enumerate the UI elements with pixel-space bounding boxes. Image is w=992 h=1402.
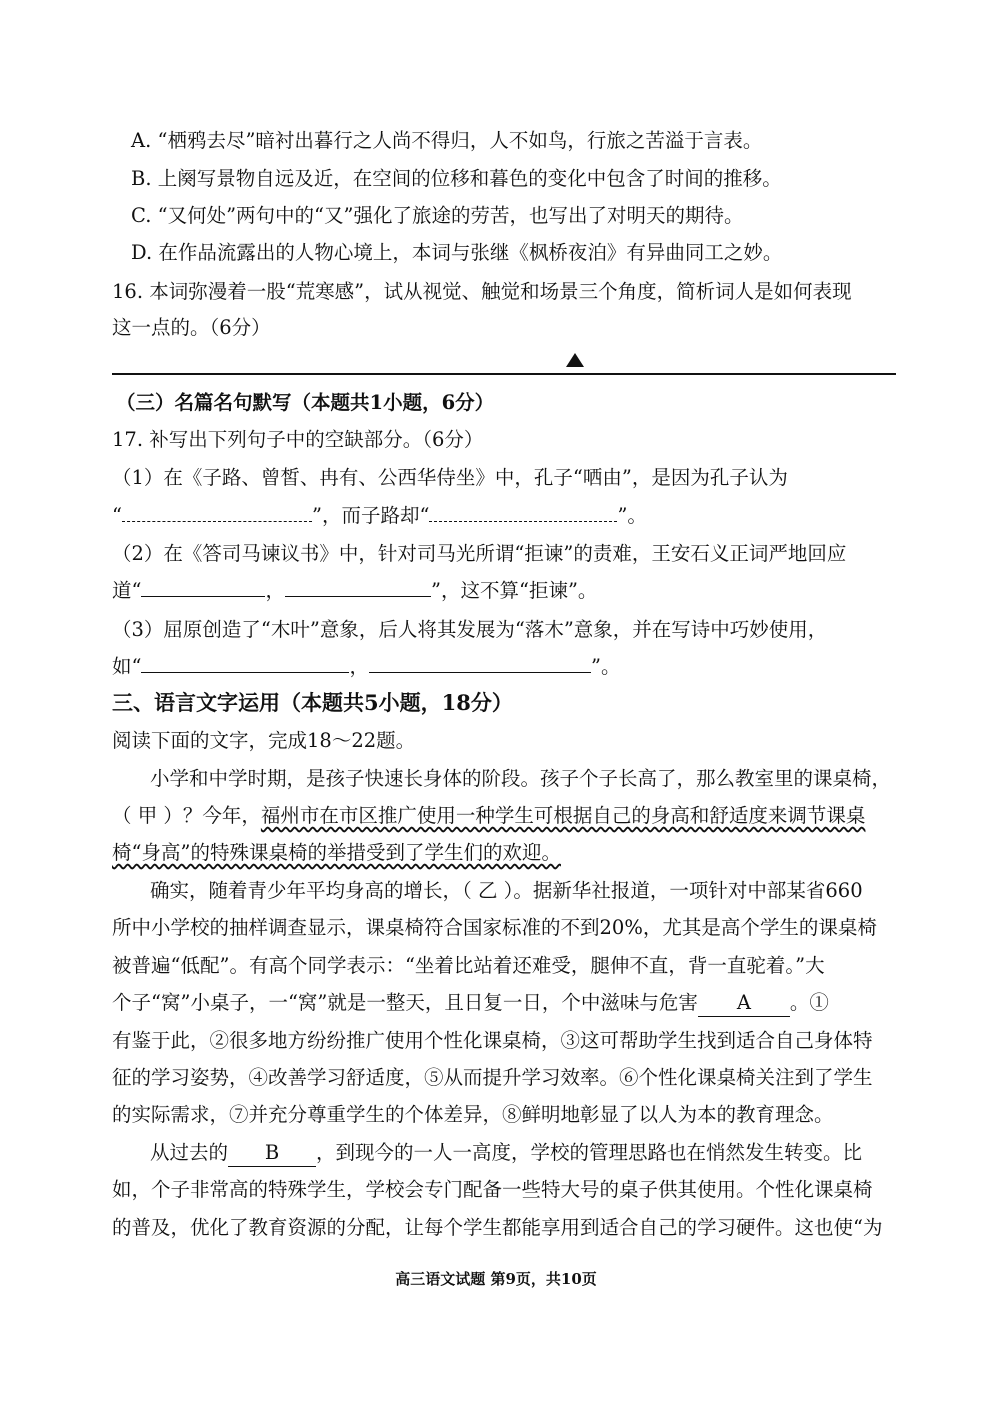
para3-line2: 如，个子非常高的特殊学生，学校会专门配备一些特大号的桌子供其使用。个性化课桌椅 xyxy=(112,1178,873,1201)
answer-rule xyxy=(112,373,896,375)
reading-instruction: 阅读下面的文字，完成18～22题。 xyxy=(112,729,416,752)
underlined-sentence-part1: 福州市在市区推广使用一种学生可根据自己的身高和舒适度来调节课桌 xyxy=(260,804,866,827)
para1-line3 xyxy=(112,840,561,866)
para2-line4: 个子“窝”小桌子，一“窝”就是一整天，且日复一日，个中滋味与危害 A 。① xyxy=(112,990,829,1017)
para3-line1: 从过去的 B ，到现今的一人一高度，学校的管理思路也在悄然发生转变。比 xyxy=(150,1140,862,1167)
section-heading-3: （三）名篇名句默写（本题共1小题，6分） xyxy=(116,391,495,414)
q17-part1-line2: “ ”，而子路却“ ”。 xyxy=(112,504,647,527)
fill-blank-4[interactable] xyxy=(285,578,431,597)
fill-blank-1[interactable] xyxy=(122,503,312,522)
page-footer: 高三语文试题 第9页，共10页 xyxy=(395,1270,597,1288)
fill-blank-3[interactable] xyxy=(141,578,265,597)
option-b: B. 上阕写景物自远及近，在空间的位移和暮色的变化中包含了时间的推移。 xyxy=(131,167,782,190)
underlined-sentence-part2: 椅“身高”的特殊课桌椅的举措受到了学生们的欢迎。 xyxy=(112,841,561,864)
para2-line1: 确实，随着青少年平均身高的增长，（ 乙 ）。据新华社报道，一项针对中部某省660 xyxy=(150,879,863,902)
question-17-stem: 17. 补写出下列句子中的空缺部分。（6分） xyxy=(112,428,484,451)
para2-line7: 的实际需求，⑦并充分尊重学生的个体差异，⑧鲜明地彰显了以人为本的教育理念。 xyxy=(112,1103,834,1126)
fill-blank-2[interactable] xyxy=(429,503,617,522)
option-d: D. 在作品流露出的人物心境上，本词与张继《枫桥夜泊》有异曲同工之妙。 xyxy=(131,241,783,264)
para3-line3: 的普及，优化了教育资源的分配，让每个学生都能享用到适合自己的学习硬件。这也使“为 xyxy=(112,1216,883,1239)
q17-part3-line2: 如“ ， ”。 xyxy=(112,655,621,678)
q17-part1-line1: （1）在《子路、曾皙、冉有、公西华侍坐》中，孔子“哂由”，是因为孔子认为 xyxy=(112,466,788,489)
para2-line5: 有鉴于此，②很多地方纷纷推广使用个性化课桌椅，③这可帮助学生找到适合自己身体特 xyxy=(112,1029,873,1052)
para2-line2: 所中小学校的抽样调查显示，课桌椅符合国家标准的不到20%，尤其是高个学生的课桌椅 xyxy=(112,916,877,939)
fill-blank-6[interactable] xyxy=(369,654,591,673)
question-16-line2: 这一点的。（6分） xyxy=(112,316,271,339)
q17-part3-line1: （3）屈原创造了“木叶”意象，后人将其发展为“落木”意象，并在写诗中巧妙使用， xyxy=(112,618,828,641)
para1-line2: （ 甲 ）？今年，福州市在市区推广使用一种学生可根据自己的身高和舒适度来调节课桌 xyxy=(112,804,866,827)
option-c: C. “又何处”两句中的“又”强化了旅途的劳苦，也写出了对明天的期待。 xyxy=(131,204,744,227)
question-16-line1: 16. 本词弥漫着一股“荒寒感”，试从视觉、触觉和场景三个角度，简析词人是如何表现 xyxy=(112,280,852,303)
para2-line6: 征的学习姿势，④改善学习舒适度，⑤从而提升学习效率。⑥个性化课桌椅关注到了学生 xyxy=(112,1066,873,1089)
blank-a[interactable]: A xyxy=(698,990,790,1017)
blank-b[interactable]: B xyxy=(228,1140,316,1167)
answer-marker-triangle-icon xyxy=(566,353,584,367)
fill-blank-5[interactable] xyxy=(141,654,349,673)
part-heading-3: 三、语言文字运用（本题共5小题，18分） xyxy=(112,690,513,715)
para2-line3: 被普遍“低配”。有高个同学表示：“坐着比站着还难受，腿伸不直，背一直驼着。”大 xyxy=(112,954,825,977)
option-a: A. “栖鸦去尽”暗衬出暮行之人尚不得归，人不如鸟，行旅之苦溢于言表。 xyxy=(131,129,763,152)
para1-line1: 小学和中学时期，是孩子快速长身体的阶段。孩子个子长高了，那么教室里的课桌椅， xyxy=(150,767,892,790)
q17-part2-line1: （2）在《答司马谏议书》中，针对司马光所谓“拒谏”的责难，王安石义正词严地回应 xyxy=(112,542,847,565)
q17-part2-line2: 道“ ， ”，这不算“拒谏”。 xyxy=(112,579,598,602)
